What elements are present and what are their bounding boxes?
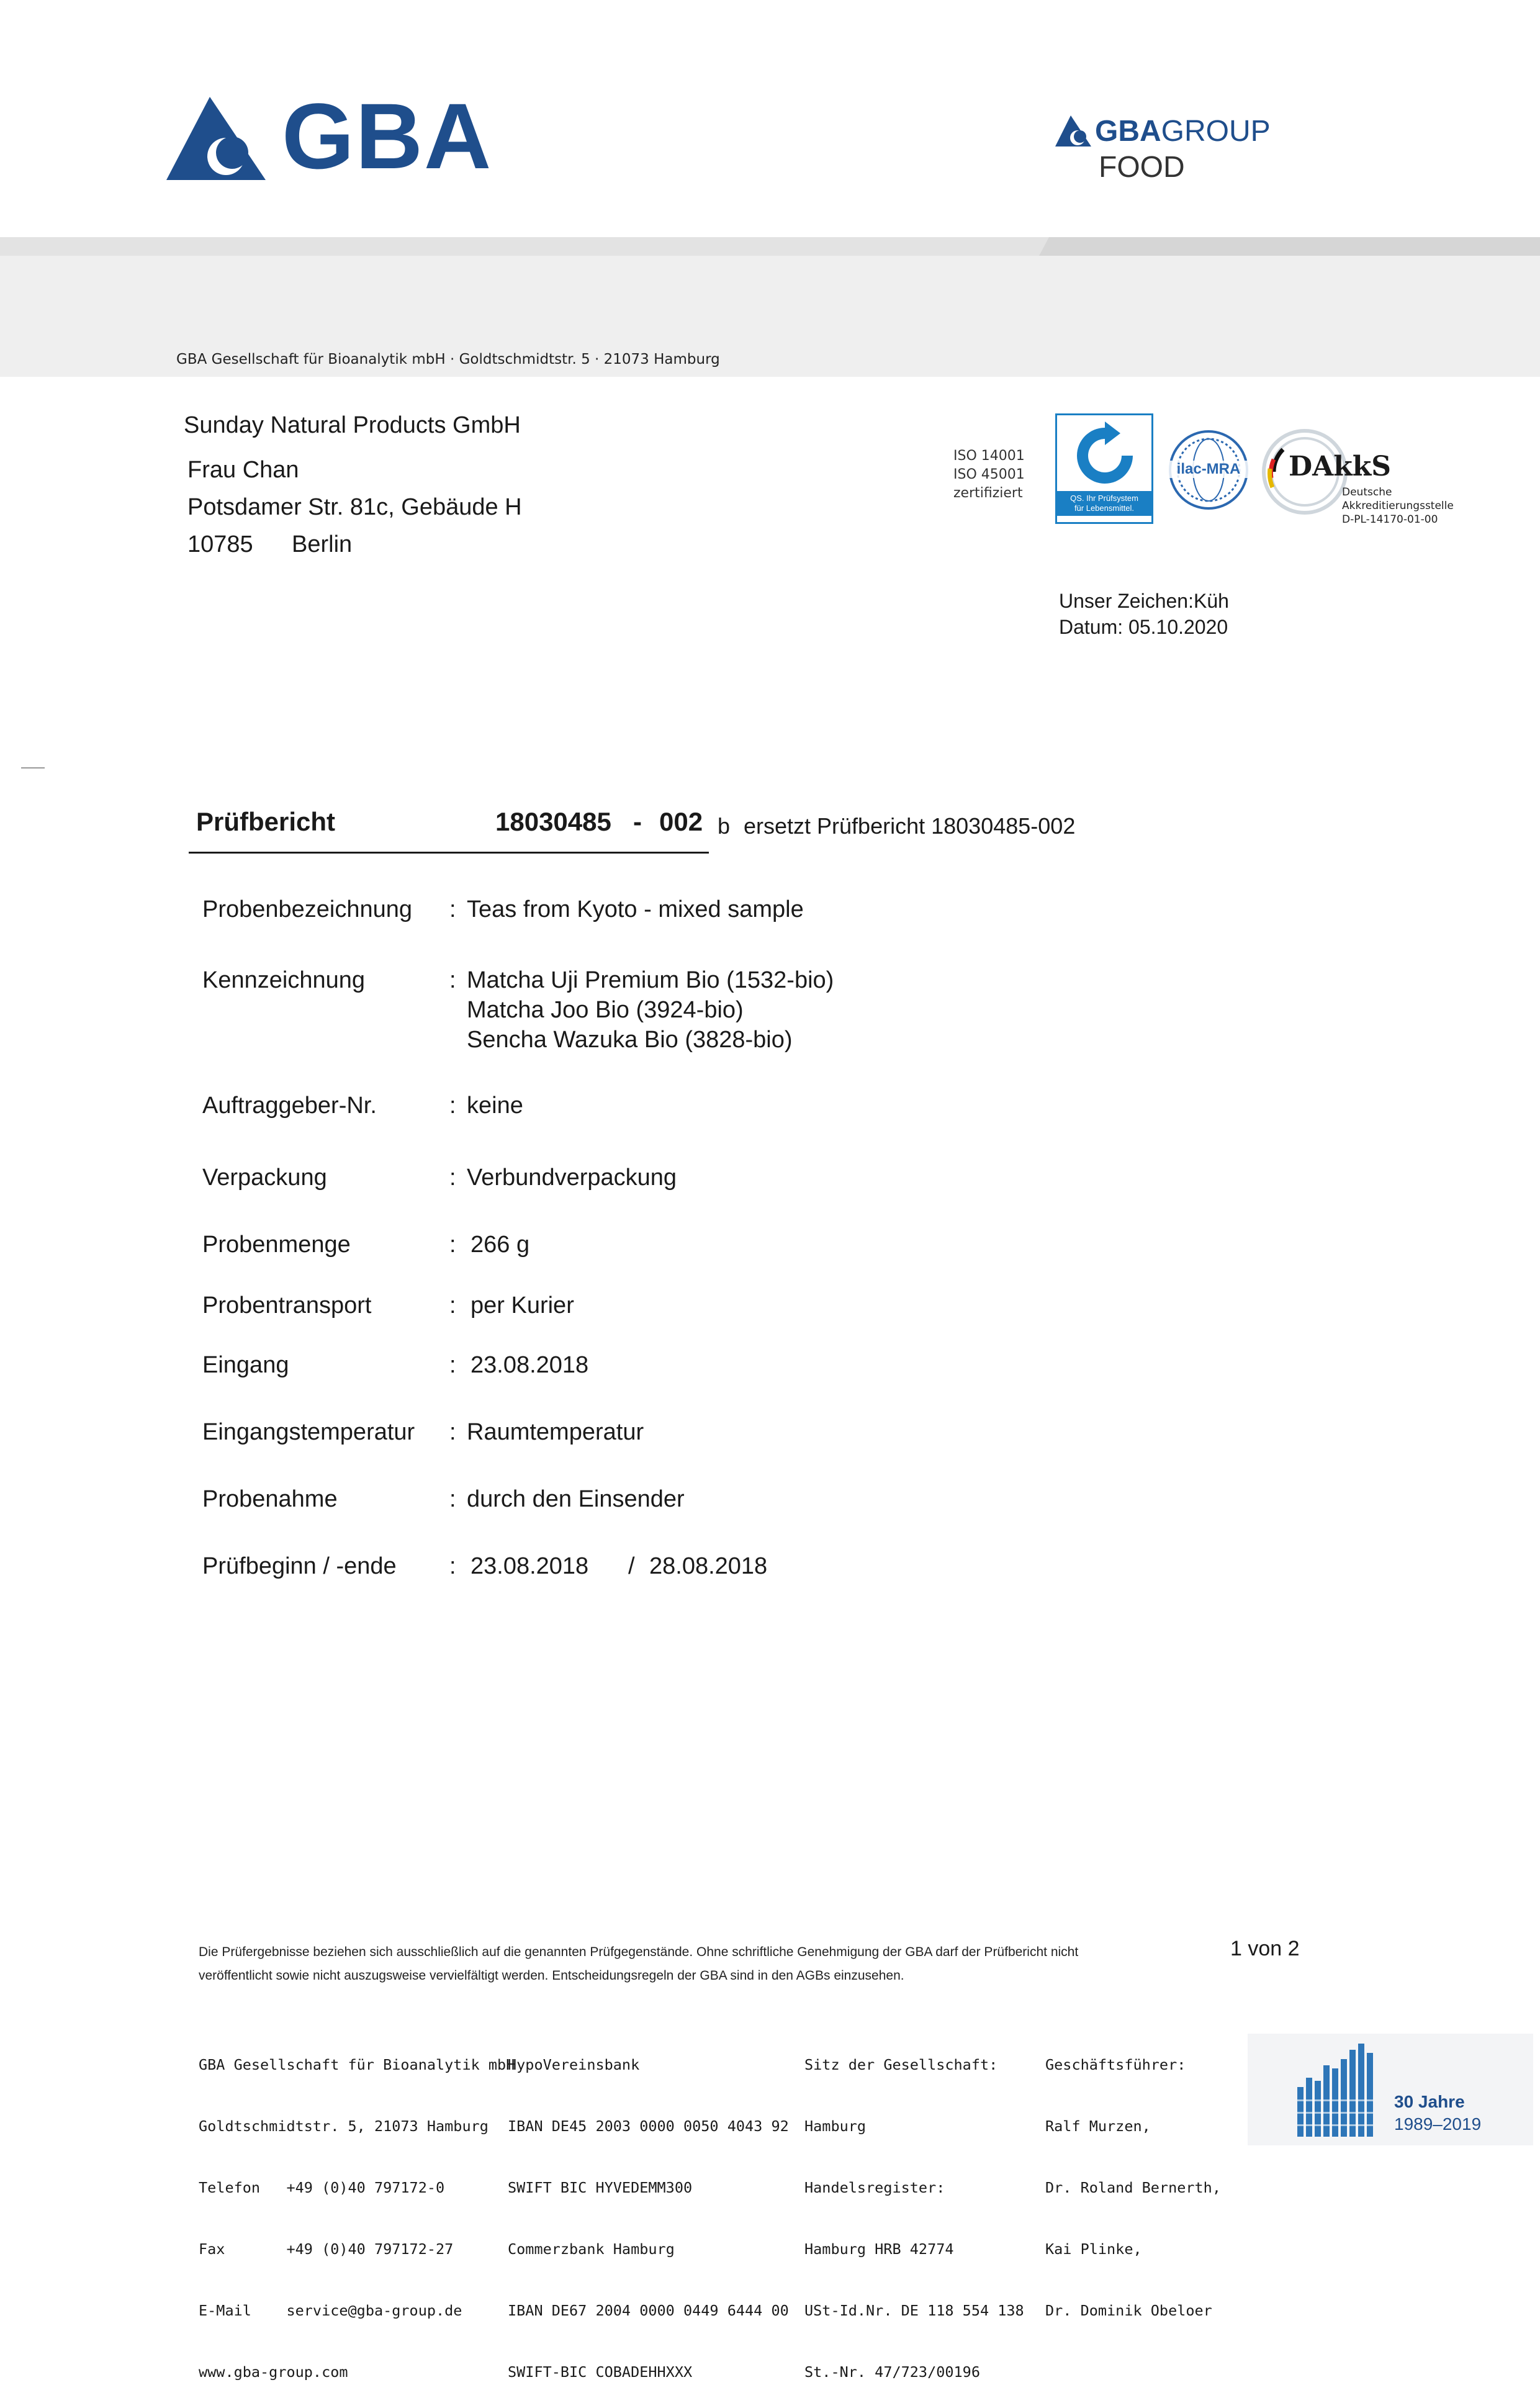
- anniversary-years: 1989–2019: [1394, 2114, 1482, 2134]
- report-suffix: 002: [659, 807, 703, 836]
- report-number-dash: -: [633, 807, 642, 836]
- report-title: Prüfbericht: [196, 807, 336, 836]
- footer-line: IBAN DE45 2003 0000 0050 4043 92: [508, 2117, 789, 2135]
- disclaimer-line-1: Die Prüfergebnisse beziehen sich ausschließlich auf die genannten Prüfgegenstände. Ohne schriftliche Genehmigung der GBA darf der Prüfbericht nicht: [199, 1945, 1079, 1959]
- ilac-mra-badge: [1168, 430, 1249, 510]
- footer-line: USt-Id.Nr. DE 118 554 138: [804, 2302, 1024, 2319]
- anniversary-badge: [1248, 2034, 1533, 2145]
- field-label-probenmenge: Probenmenge: [202, 1232, 351, 1258]
- footer-line: IBAN DE67 2004 0000 0449 6444 00: [508, 2302, 789, 2319]
- report-revision: b: [718, 813, 731, 839]
- page-number: 1 von 2: [1230, 1937, 1300, 1960]
- recipient-zip: 10785: [187, 531, 253, 557]
- anniversary-skyline-icon: [1297, 2044, 1397, 2137]
- recipient-company: Sunday Natural Products GmbH: [184, 412, 521, 438]
- footer-line: SWIFT-BIC COBADEHHXXX: [508, 2363, 693, 2381]
- field-value-probenmenge: 266 g: [471, 1232, 530, 1258]
- qs-line: QS. Ihr Prüfsystem: [1070, 494, 1138, 503]
- gba-logo: [166, 84, 493, 188]
- field-colon: :: [449, 896, 456, 922]
- qs-arrow-icon: [1071, 422, 1139, 490]
- field-value-eingangstemperatur: Raumtemperatur: [467, 1419, 644, 1445]
- field-colon: :: [449, 1352, 456, 1378]
- header-stripe-accent: [1030, 237, 1540, 256]
- footer-line: Hamburg HRB 42774: [804, 2240, 954, 2258]
- field-value-probentransport: per Kurier: [471, 1292, 574, 1319]
- fold-mark: [21, 767, 45, 769]
- qs-line: für Lebensmittel.: [1074, 503, 1135, 513]
- field-label-probentransport: Probentransport: [202, 1292, 372, 1319]
- document-date: Datum: 05.10.2020: [1059, 616, 1228, 638]
- gba-group-brand-light: GROUP: [1161, 115, 1271, 148]
- footer-line: Dr. Roland Bernerth,: [1045, 2179, 1221, 2196]
- gba-logo-icon: [166, 97, 266, 180]
- dakks-name: DAkkS: [1289, 451, 1392, 482]
- field-value-separator: /: [628, 1553, 635, 1579]
- field-label-eingang: Eingang: [202, 1352, 289, 1378]
- field-value-probenahme: durch den Einsender: [467, 1486, 685, 1512]
- dakks-text: [1342, 485, 1454, 526]
- footer-line: Goldtschmidtstr. 5, 21073 Hamburg: [199, 2117, 489, 2135]
- report-number: 18030485: [495, 807, 611, 836]
- field-label-auftraggeber: Auftraggeber-Nr.: [202, 1093, 377, 1119]
- footer-bank-column: [508, 2014, 789, 2403]
- footer-line: Geschäftsführer:: [1045, 2056, 1186, 2073]
- recipient-city: Berlin: [292, 531, 353, 557]
- field-colon: :: [449, 1232, 456, 1258]
- field-value-eingang: 23.08.2018: [471, 1352, 589, 1378]
- footer-management-column: [1045, 2014, 1221, 2342]
- disclaimer-line-2: veröffentlicht sowie nicht auszugsweise vervielfältigt werden. Entscheidungsregeln der GBA sind in den AGBs einzusehen.: [199, 1968, 904, 1983]
- sender-line: GBA Gesellschaft für Bioanalytik mbH · Goldtschmidtstr. 5 · 21073 Hamburg: [176, 351, 720, 367]
- dakks-line: D-PL-14170-01-00: [1342, 513, 1438, 526]
- footer-line: St.-Nr. 47/723/00196: [804, 2363, 980, 2381]
- field-value-probenbezeichnung: Teas from Kyoto - mixed sample: [467, 896, 804, 922]
- gba-group-food-logo: [1055, 112, 1279, 186]
- field-colon: :: [449, 1093, 456, 1119]
- gba-group-division: FOOD: [1099, 151, 1185, 184]
- field-colon: :: [449, 1292, 456, 1319]
- field-label-probenbezeichnung: Probenbezeichnung: [202, 896, 413, 922]
- dakks-line: Akkreditierungsstelle: [1342, 500, 1454, 512]
- dakks-line: Deutsche: [1342, 486, 1392, 498]
- title-underline: [189, 852, 709, 854]
- iso-certification: [953, 447, 1025, 503]
- recipient-contact: Frau Chan: [187, 457, 299, 483]
- field-label-verpackung: Verpackung: [202, 1165, 327, 1191]
- footer-line: Ralf Murzen,: [1045, 2117, 1151, 2135]
- footer-line: Dr. Dominik Obeloer: [1045, 2302, 1212, 2319]
- field-label-probenahme: Probenahme: [202, 1486, 338, 1512]
- qs-label: [1057, 491, 1151, 516]
- footer-line: Handelsregister:: [804, 2179, 945, 2196]
- field-label-kennzeichnung: Kennzeichnung: [202, 967, 365, 993]
- iso-line: zertifiziert: [953, 485, 1023, 501]
- our-reference: Unser Zeichen:Küh: [1059, 590, 1229, 612]
- footer-line: Commerzbank Hamburg: [508, 2240, 675, 2258]
- recipient-street: Potsdamer Str. 81c, Gebäude H: [187, 494, 522, 520]
- anniversary-title: 30 Jahre: [1394, 2092, 1465, 2111]
- field-value-pruefbeginn: 23.08.2018: [471, 1553, 589, 1579]
- field-value-kennzeichnung-2: Matcha Joo Bio (3924-bio): [467, 997, 744, 1023]
- footer-line: SWIFT BIC HYVEDEMM300: [508, 2179, 693, 2196]
- field-colon: :: [449, 1419, 456, 1445]
- field-colon: :: [449, 1165, 456, 1191]
- field-label-pruefbeginn: Prüfbeginn / -ende: [202, 1553, 397, 1579]
- field-label-eingangstemperatur: Eingangstemperatur: [202, 1419, 415, 1445]
- field-colon: :: [449, 967, 456, 993]
- footer-line: www.gba-group.com: [199, 2363, 348, 2381]
- footer-line: Telefon +49 (0)40 797172-0: [199, 2179, 445, 2196]
- gba-group-brand-bold: GBA: [1095, 115, 1161, 148]
- footer-line: Hamburg: [804, 2117, 867, 2135]
- ilac-label: ilac-MRA: [1168, 461, 1249, 478]
- footer-line: Sitz der Gesellschaft:: [804, 2056, 998, 2073]
- report-replaces: ersetzt Prüfbericht 18030485-002: [744, 813, 1076, 839]
- gba-logo-text: GBA: [282, 84, 493, 188]
- field-value-kennzeichnung-1: Matcha Uji Premium Bio (1532-bio): [467, 967, 834, 993]
- iso-line: ISO 45001: [953, 467, 1025, 482]
- field-value-verpackung: Verbundverpackung: [467, 1165, 677, 1191]
- field-colon: :: [449, 1486, 456, 1512]
- dakks-badge: [1261, 428, 1466, 534]
- footer-company-column: [199, 2014, 515, 2403]
- field-value-auftraggeber: keine: [467, 1093, 523, 1119]
- footer-registry-column: [804, 2014, 1024, 2403]
- field-value-pruefende: 28.08.2018: [649, 1553, 768, 1579]
- iso-line: ISO 14001: [953, 448, 1025, 464]
- footer-line: Kai Plinke,: [1045, 2240, 1142, 2258]
- footer-line: GBA Gesellschaft für Bioanalytik mbH: [199, 2056, 515, 2073]
- field-colon: :: [449, 1553, 456, 1579]
- footer-line: HypoVereinsbank: [508, 2056, 640, 2073]
- qs-badge: [1055, 413, 1153, 524]
- field-value-kennzeichnung-3: Sencha Wazuka Bio (3828-bio): [467, 1027, 793, 1053]
- footer-line: Fax +49 (0)40 797172-27: [199, 2240, 454, 2258]
- gba-group-icon: [1055, 115, 1091, 148]
- footer-line: E-Mail service@gba-group.de: [199, 2302, 462, 2319]
